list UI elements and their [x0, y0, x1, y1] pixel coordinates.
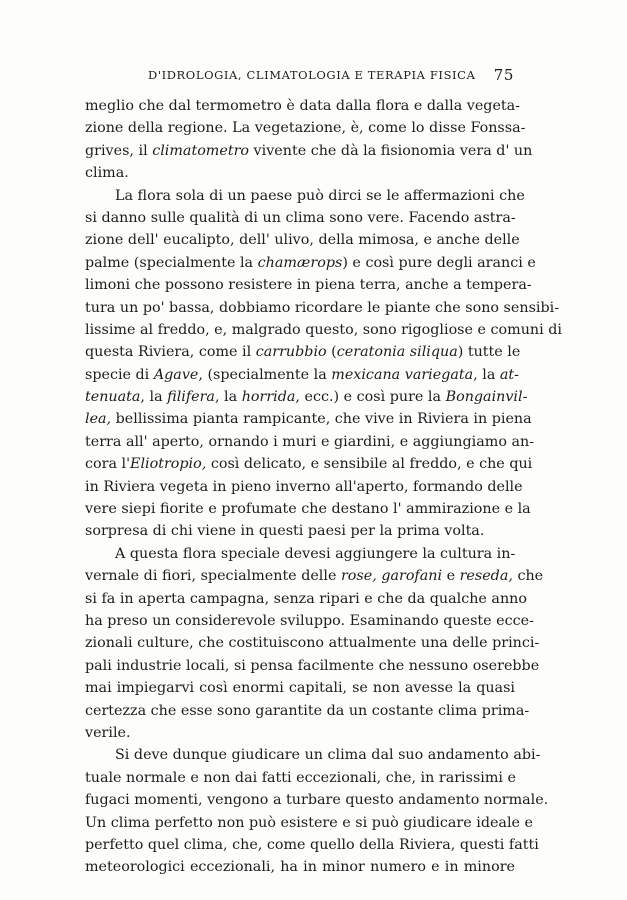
text-line: specie di Agave, (specialmente la mexicana variegata, la at-: [85, 366, 519, 383]
text-line: si danno sulle qualità di un clima sono vere. Facendo astra-: [85, 209, 516, 226]
text-line: tenuata, la filifera, la horrida, ecc.) e così pure la Bongainvil-: [85, 389, 528, 406]
text-line: questa Riviera, come il carrubbio (ceratonia siliqua) tutte le: [85, 344, 521, 361]
text-line: vere siepi fiorite e profumate che destano l' ammirazione e la: [85, 501, 531, 518]
text-line: clima.: [85, 165, 129, 182]
body-text: [85, 95, 562, 879]
text-line: palme (specialmente la chamærops) e così pure degli aranci e: [85, 254, 536, 271]
text-line: meteorologici eccezionali, ha in minor numero e in minore: [85, 859, 515, 876]
paragraph: [85, 744, 549, 878]
text-line: sorpresa di chi viene in questi paesi per la prima volta.: [85, 523, 485, 540]
text-line: si fa in aperta campagna, senza ripari e che da qualche anno: [85, 590, 527, 607]
text-line: tuale normale e non dai fatti eccezionali, che, in rarissimi e: [85, 769, 517, 786]
text-line: cora l'Eliotropio, così delicato, e sensibile al freddo, e che qui: [85, 456, 533, 473]
text-line: A questa flora speciale devesi aggiungere la cultura in-: [115, 545, 516, 562]
text-line: verile.: [85, 724, 131, 741]
text-line: certezza che esse sono garantite da un costante clima prima-: [85, 702, 530, 719]
text-line: vernale di fiori, specialmente delle rose, garofani e reseda, che: [85, 568, 544, 585]
text-line: zionali culture, che costituiscono attualmente una delle princi-: [85, 635, 540, 652]
text-line: meglio che dal termometro è data dalla flora e dalla vegeta-: [85, 98, 521, 114]
text-line: limoni che possono resistere in piena terra, anche a tempera-: [85, 277, 532, 294]
text-line: grives, il climatometro vivente che dà la fisionomia vera d' un: [85, 142, 533, 159]
text-line: Un clima perfetto non può esistere e si può giudicare ideale e: [85, 814, 533, 831]
text-line: fugaci momenti, vengono a turbare questo andamento normale.: [85, 792, 549, 809]
text-line: zione della regione. La vegetazione, è, come lo disse Fonssa-: [85, 120, 526, 137]
text-line: Si deve dunque giudicare un clima dal suo andamento abi-: [115, 747, 541, 764]
page-number: 75: [493, 66, 514, 84]
text-line: pali industrie locali, si pensa facilmente che nessuno oserebbe: [85, 657, 540, 674]
text-line: terra all' aperto, ornando i muri e giardini, e aggiungiamo an-: [85, 433, 535, 450]
running-title: D'IDROLOGIA, CLIMATOLOGIA E TERAPIA FISICA: [148, 68, 476, 82]
text-line: ha preso un considerevole sviluppo. Esaminando queste ecce-: [85, 612, 534, 629]
text-line: La flora sola di un paese può dirci se le affermazioni che: [115, 187, 525, 204]
text-line: tura un po' bassa, dobbiamo ricordare le piante che sono sensibi-: [85, 299, 560, 316]
text-line: lissime al freddo, e, malgrado questo, sono rigogliose e comuni di: [85, 321, 562, 338]
text-line: mai impiegarvi così enormi capitali, se non avesse la quasi: [85, 680, 515, 697]
text-line: lea, bellissima pianta rampicante, che vive in Riviera in piena: [85, 411, 532, 428]
paragraph: [85, 185, 562, 543]
text-line: perfetto quel clima, che, come quello della Riviera, questi fatti: [85, 836, 539, 853]
paragraph: [85, 543, 544, 745]
paragraph: [85, 95, 533, 185]
text-line: zione dell' eucalipto, dell' ulivo, della mimosa, e anche delle: [85, 232, 520, 249]
text-line: in Riviera vegeta in pieno inverno all'aperto, formando delle: [85, 478, 523, 495]
